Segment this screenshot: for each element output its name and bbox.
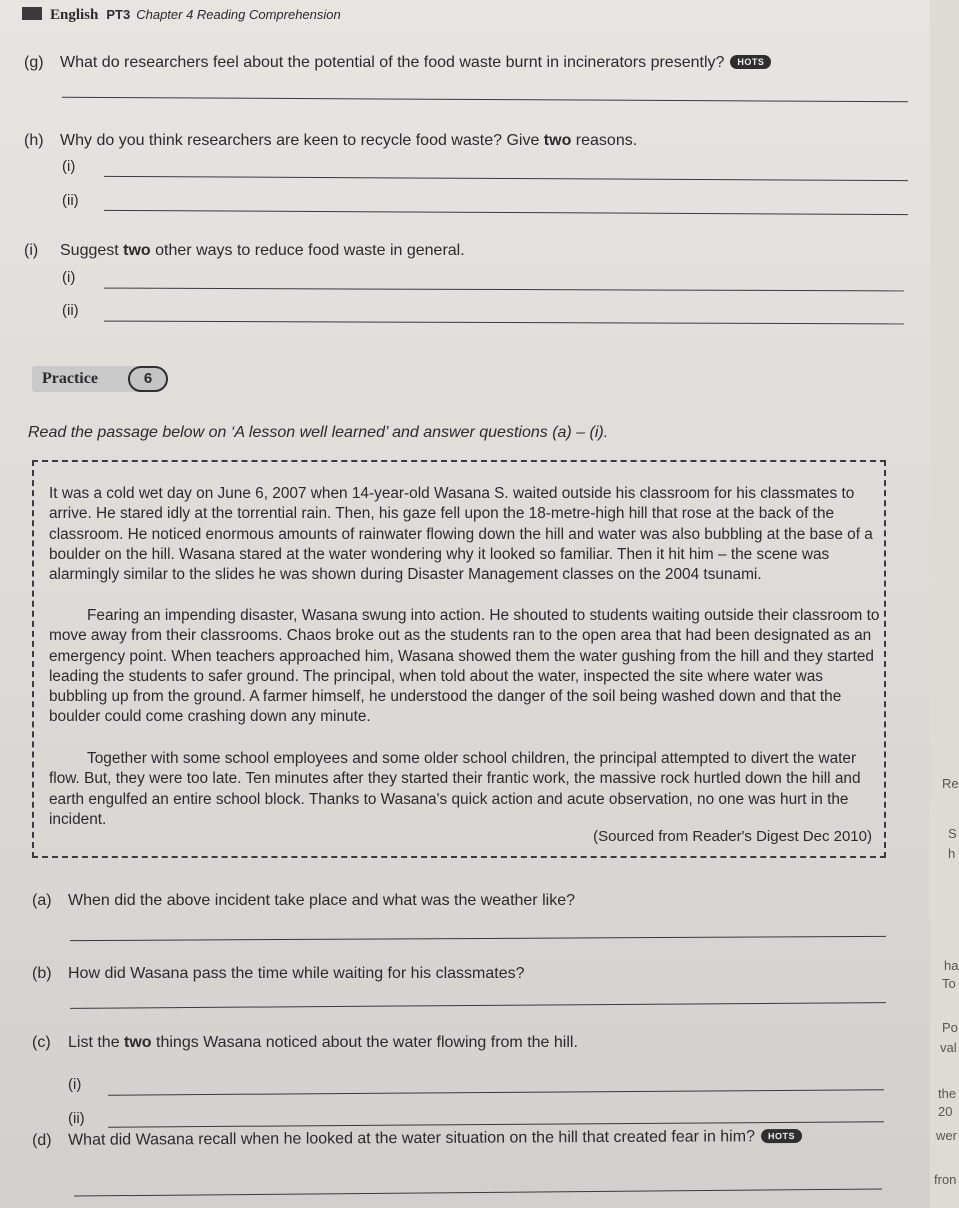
hots-badge-d: HOTS [761,1129,802,1143]
question-b-text: How did Wasana pass the time while waiting for his classmates? [68,965,525,982]
passage-source: (Sourced from Reader's Digest Dec 2010) [593,828,872,845]
question-i-text-1: Suggest [60,242,124,259]
answer-line-h-1[interactable] [104,176,908,181]
question-i-text-2: other ways to reduce food waste in general. [150,242,465,259]
question-i-sub-1-label: (i) [62,269,76,286]
answer-line-b[interactable] [70,1002,886,1009]
answer-line-d[interactable] [74,1188,882,1196]
question-g-label: (g) [24,54,44,71]
question-c [32,1034,578,1052]
practice-label: Practice [32,366,150,392]
question-d-text: What did Wasana recall when he looked at the water situation on the hill that created fear in him? [67,1128,755,1149]
margin-fragment-1: Re [942,776,959,791]
question-h-text-2: reasons. [571,132,638,149]
passage-box [32,460,886,858]
question-h-sub-1-label: (i) [62,158,76,175]
question-c-sub-2-label: (ii) [68,1110,85,1127]
answer-line-i-1[interactable] [104,288,904,292]
question-h-label: (h) [24,132,44,149]
margin-fragment-5: To [942,976,956,991]
margin-fragment-6: Po [942,1020,958,1035]
margin-fragment-9: 20 [938,1104,953,1119]
question-i [24,242,465,260]
margin-fragment-7: val [940,1040,957,1055]
passage-paragraph-2: Fearing an impending disaster, Wasana swung into action. He shouted to students waiting outside their classroom to move away from their classrooms. Chaos broke out as the students ran to the open area that had been designated as an emergency point. When teachers approached him, Wasana showed them the water gushing from the hill and they started leading the students to safer ground. The principal, when told about the water, inspected the site where water was bubbling up from the ground. A farmer himself, he understood the danger of the soil being washed down and that the boulder could come crashing down any minute. [49,607,880,726]
question-b-label: (b) [32,965,52,982]
question-c-text-1: List the [68,1034,125,1051]
question-d-label: (d) [32,1131,52,1149]
publisher-logo-icon [22,7,42,20]
question-c-bold: two [124,1034,152,1051]
header-chapter: Chapter 4 Reading Comprehension [136,7,341,22]
margin-fragment-10: wer [936,1128,957,1143]
hots-badge-g: HOTS [730,55,771,69]
answer-line-c-2[interactable] [108,1121,884,1127]
question-i-bold: two [123,242,151,259]
page-header [22,6,341,24]
passage-paragraph-3: Together with some school employees and some older school children, the principal attempted to divert the water flow. But, they were too late. Ten minutes after they started their frantic work, the massive rock hurtled down the hill and earth engulfed an entire school block. Thanks to Wasana's quick action and acute observation, no one was hurt in the incident. [49,750,861,828]
margin-fragment-11: fron [934,1172,957,1187]
question-h-sub-2-label: (ii) [62,192,79,209]
question-i-sub-2-label: (ii) [62,302,79,319]
answer-line-a[interactable] [70,936,886,941]
margin-fragment-3: h [948,846,956,861]
question-g [24,54,771,72]
question-h-bold: two [543,132,572,149]
question-d [32,1128,802,1150]
margin-fragment-8: the [938,1086,957,1101]
question-h [24,132,637,150]
question-a-label: (a) [32,892,52,909]
question-b [32,965,525,983]
margin-fragment-4: ha [944,958,959,973]
question-c-label: (c) [32,1034,51,1051]
answer-line-g[interactable] [62,97,908,102]
question-i-label: (i) [24,242,39,259]
passage-paragraph-1: It was a cold wet day on June 6, 2007 when 14-year-old Wasana S. waited outside his classroom for his classmates to arrive. He stared idly at the torrential rain. Then, his gaze fell upon the 18-metre-high hill that rose at the back of the classroom. He noticed enormous amounts of rainwater flowing down the hill and water was also bubbling at the base of a boulder on the hill. Wasana stared at the water wondering why it looked so familiar. Then it hit him – the scene was alarmingly similar to the slides he was shown during Disaster Management classes on the 2004 tsunami. [49,485,873,584]
answer-line-c-1[interactable] [108,1089,884,1095]
question-a [32,892,575,910]
question-a-text: When did the above incident take place and what was the weather like? [68,892,575,909]
question-g-text: What do researchers feel about the potential of the food waste burnt in incinerators presently? [60,54,725,71]
question-c-text-2: things Wasana noticed about the water flowing from the hill. [151,1034,578,1051]
answer-line-i-2[interactable] [104,321,904,325]
header-book: PT3 [106,7,131,22]
header-subject: English [50,7,99,23]
answer-line-h-2[interactable] [104,210,908,215]
question-c-sub-1-label: (i) [68,1076,82,1093]
question-h-text-1: Why do you think researchers are keen to recycle food waste? Give [60,132,544,149]
margin-fragment-2: S [948,826,957,841]
passage-instruction: Read the passage below on ‘A lesson well learned’ and answer questions (a) – (i). [28,424,609,441]
practice-number: 6 [128,366,168,392]
